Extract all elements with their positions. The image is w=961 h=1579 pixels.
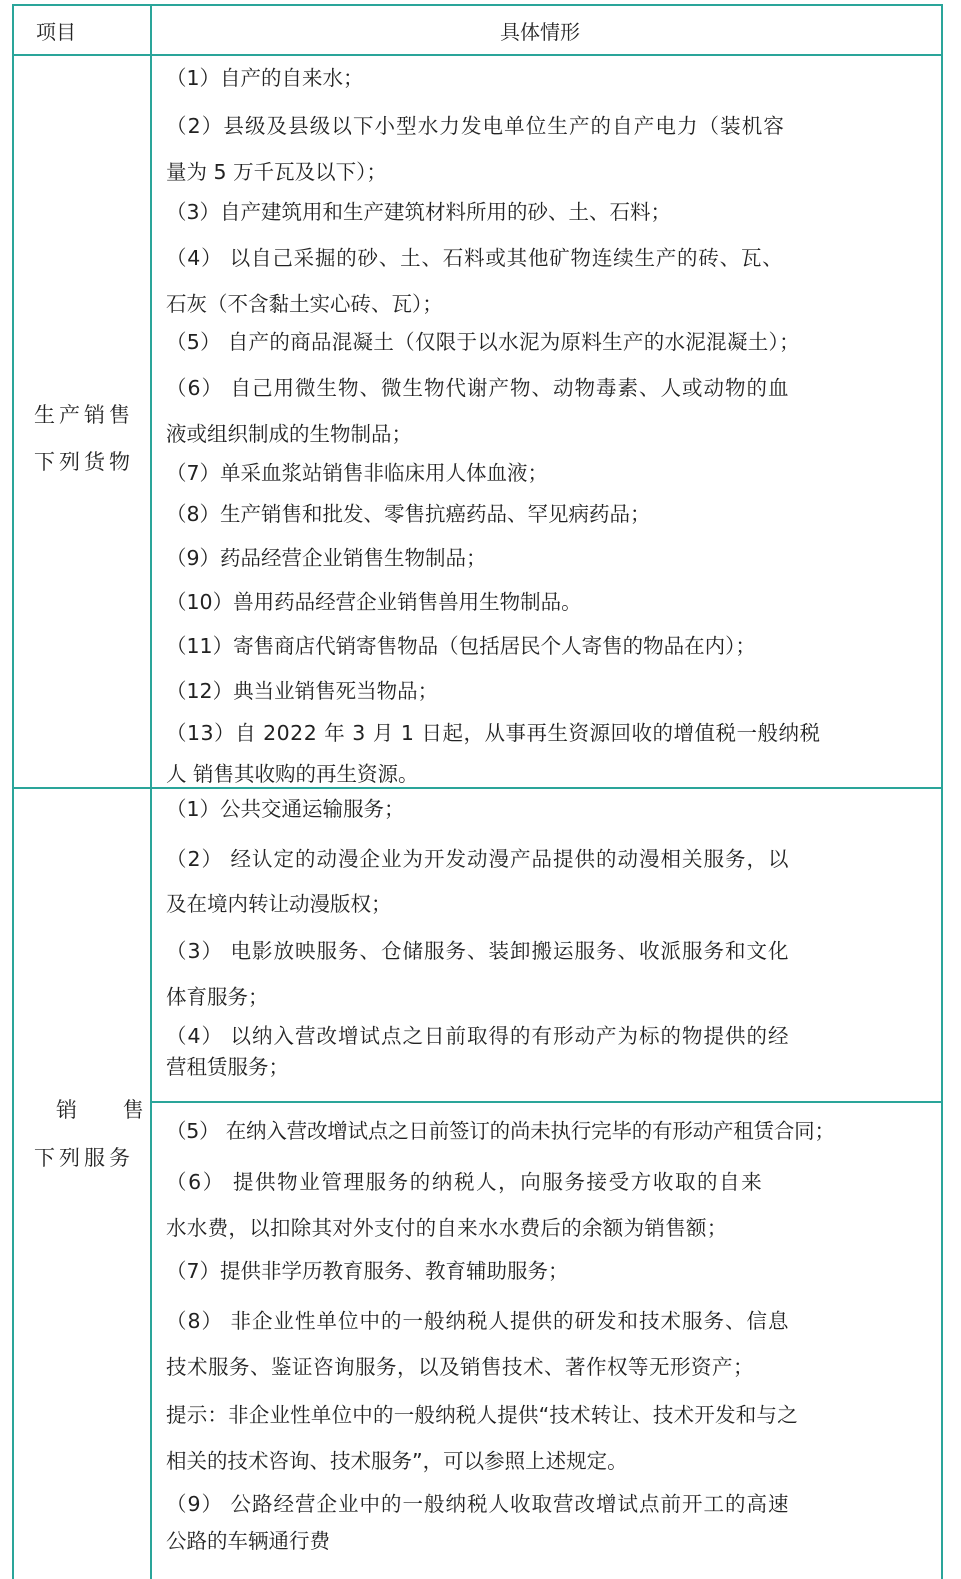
- goods-item-line: （13）自 2022 年 3 月 1 日起，从事再生资源回收的增值税一般纳税: [166, 721, 821, 745]
- services-item-line: 提示：非企业性单位中的一般纳税人提供“技术转让、技术开发和与之: [166, 1403, 798, 1427]
- goods-item-line: （10）兽用药品经营企业销售兽用生物制品。: [166, 590, 582, 614]
- services-item-line: （1）公共交通运输服务；: [166, 797, 405, 821]
- table-border-right: [941, 4, 943, 1579]
- goods-item-line: 量为 5 万千瓦及以下）；: [166, 160, 387, 184]
- services-item-line: （8） 非企业性单位中的一般纳税人提供的研发和技术服务、信息: [166, 1309, 790, 1333]
- table-border-left: [12, 4, 14, 1579]
- goods-item-line: 人 销售其收购的再生资源。: [166, 762, 419, 786]
- goods-item-line: 液或组织制成的生物制品；: [166, 422, 412, 446]
- goods-item-line: 石灰（不含黏土实心砖、瓦）；: [166, 292, 443, 316]
- goods-item-line: （7）单采血浆站销售非临床用人体血液；: [166, 461, 549, 485]
- services-item-line: （9） 公路经营企业中的一般纳税人收取营改增试点前开工的高速: [166, 1492, 790, 1516]
- services-item-line: （2） 经认定的动漫企业为开发动漫产品提供的动漫相关服务，以: [166, 847, 790, 871]
- goods-item-line: （6） 自己用微生物、微生物代谢产物、动物毒素、人或动物的血: [166, 376, 790, 400]
- category-services-label-line2: 下列服务: [34, 1146, 134, 1170]
- services-item-line: 相关的技术咨询、技术服务”，可以参照上述规定。: [166, 1449, 628, 1473]
- goods-item-line: （8）生产销售和批发、零售抗癌药品、罕见病药品；: [166, 502, 651, 526]
- services-item-line: 体育服务；: [166, 985, 269, 1009]
- category-goods-label-line1: 生产销售: [34, 403, 134, 427]
- goods-item-line: （12）典当业销售死当物品；: [166, 679, 439, 703]
- goods-item-line: （11）寄售商店代销寄售物品（包括居民个人寄售的物品在内）；: [166, 634, 756, 658]
- services-item-line: 水水费，以扣除其对外支付的自来水水费后的余额为销售额；: [166, 1216, 728, 1240]
- table-inner-divider: [150, 1101, 943, 1103]
- table-column-divider: [150, 4, 152, 1579]
- category-goods-label-line2: 下列货物: [34, 450, 134, 474]
- category-services-label-line1: 销 售: [56, 1098, 148, 1122]
- goods-item-line: （5） 自产的商品混凝土（仅限于以水泥为原料生产的水泥混凝土）；: [166, 330, 800, 354]
- services-item-line: （4） 以纳入营改增试点之日前取得的有形动产为标的物提供的经: [166, 1024, 790, 1048]
- services-item-line: （5） 在纳入营改增试点之日前签订的尚未执行完毕的有形动产租赁合同；: [166, 1119, 835, 1143]
- services-item-line: （3） 电影放映服务、仓储服务、装卸搬运服务、收派服务和文化: [166, 939, 790, 963]
- goods-item-line: （2）县级及县级以下小型水力发电单位生产的自产电力（装机容: [166, 114, 785, 138]
- goods-item-line: （1）自产的自来水；: [166, 66, 364, 90]
- services-item-line: （6） 提供物业管理服务的纳税人，向服务接受方收取的自来: [166, 1170, 764, 1194]
- goods-item-line: （4） 以自己采掘的砂、土、石料或其他矿物连续生产的砖、瓦、: [166, 246, 784, 270]
- services-item-line: 公路的车辆通行费: [166, 1529, 330, 1553]
- header-item-label: 项目: [36, 20, 76, 44]
- services-item-line: 营租赁服务；: [166, 1055, 289, 1079]
- header-detail-label: 具体情形: [500, 20, 580, 44]
- services-item-line: 技术服务、鉴证咨询服务，以及销售技术、著作权等无形资产；: [166, 1355, 754, 1379]
- services-item-line: （7）提供非学历教育服务、教育辅助服务；: [166, 1259, 569, 1283]
- goods-item-line: （3）自产建筑用和生产建筑材料所用的砂、土、石料；: [166, 200, 672, 224]
- services-item-line: 及在境内转让动漫版权；: [166, 892, 392, 916]
- goods-item-line: （9）药品经营企业销售生物制品；: [166, 546, 487, 570]
